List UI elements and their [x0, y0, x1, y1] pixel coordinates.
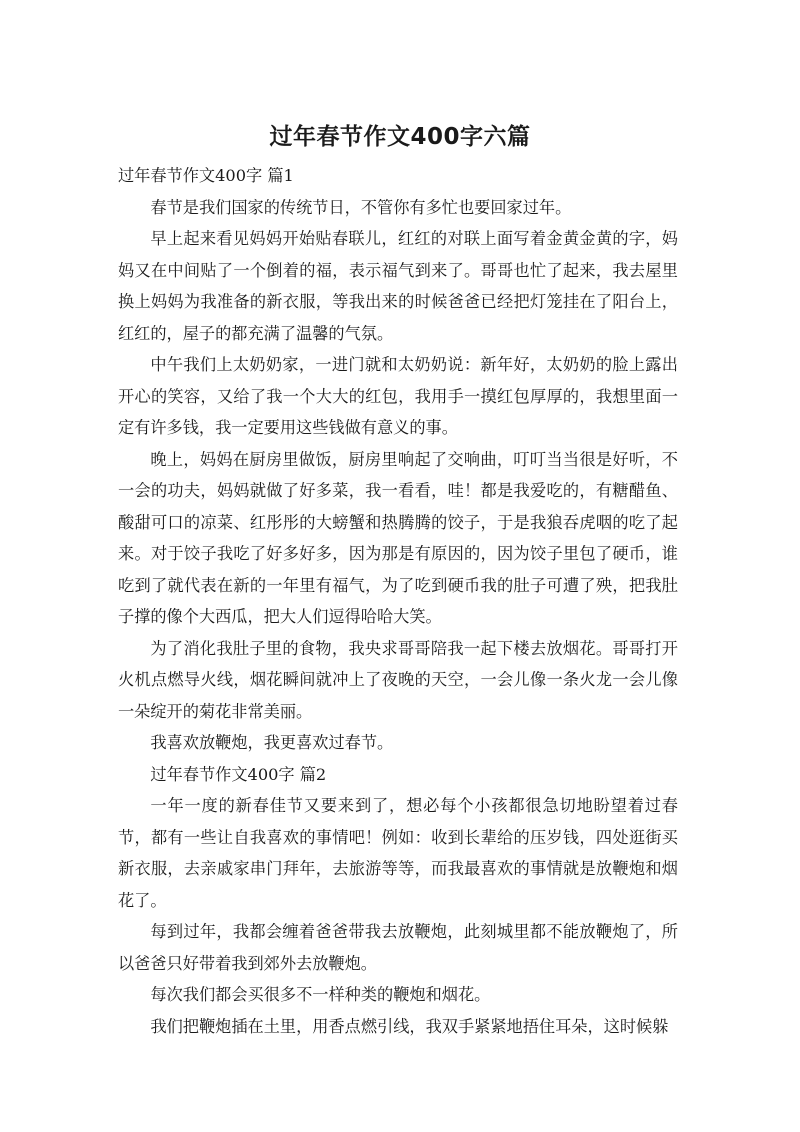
- section-heading: 过年春节作文400字 篇2: [150, 764, 327, 784]
- paragraph: 我喜欢放鞭炮，我更喜欢过春节。: [150, 733, 394, 752]
- paragraph: 早上起来看见妈妈开始贴春联儿，红红的对联上面写着金黄金黄的字，妈妈又在中间贴了一个倒着的福，表示福气到来了。哥哥也忙了起来，我去屋里换上妈妈为我准备的新衣服，等我出来的时候爸爸已经把灯笼挂在了阳台上，红红的，屋子的都充满了温馨的气氛。: [118, 229, 678, 343]
- paragraph: 每到过年，我都会缠着爸爸带我去放鞭炮，此刻城里都不能放鞭炮了，所以爸爸只好带着我到郊外去放鞭炮。: [118, 922, 678, 973]
- section-heading: 过年春节作文400字 篇1: [118, 166, 294, 185]
- paragraph: 每次我们都会买很多不一样种类的鞭炮和烟花。: [150, 985, 491, 1004]
- paragraph: 中午我们上太奶奶家，一进门就和太奶奶说：新年好，太奶奶的脸上露出开心的笑容，又给了我一个大大的红包，我用手一摸红包厚厚的，我想里面一定有许多钱，我一定要用这些钱做有意义的事。: [118, 355, 678, 437]
- paragraph: 为了消化我肚子里的食物，我央求哥哥陪我一起下楼去放烟花。哥哥打开火机点燃导火线，烟花瞬间就冲上了夜晚的天空，一会儿像一条火龙一会儿像一朵绽开的菊花非常美丽。: [118, 638, 678, 721]
- paragraph: 春节是我们国家的传统节日，不管你有多忙也要回家过年。: [150, 197, 572, 217]
- paragraph: 一年一度的新春佳节又要来到了，想必每个小孩都很急切地盼望着过春节，都有一些让自我喜欢的事情吧！例如：收到长辈给的压岁钱，四处逛街买新衣服，去亲戚家串门拜年，去旅游等等，而我最喜欢的事情就是放鞭炮和烟花了。: [118, 796, 678, 910]
- document-body: [118, 160, 678, 1042]
- document-title: 过年春节作文400字六篇: [269, 124, 531, 150]
- paragraph: 晚上，妈妈在厨房里做饭，厨房里响起了交响曲，叮叮当当很是好听，不一会的功夫，妈妈就做了好多菜，我一看看，哇！都是我爱吃的，有糖醋鱼、酸甜可口的凉菜、红彤彤的大螃蟹和热腾腾的饺子，于是我狼吞虎咽的吃了起来。对于饺子我吃了好多好多，因为那是有原因的，因为饺子里包了硬币，谁吃到了就代表在新的一年里有福气，为了吃到硬币我的肚子可遭了殃，把我肚子撑的像个大西瓜，把大人们逗得哈哈大笑。: [118, 449, 678, 626]
- paragraph: 我们把鞭炮插在土里，用香点燃引线，我双手紧紧地捂住耳朵，这时候躲: [150, 1016, 669, 1036]
